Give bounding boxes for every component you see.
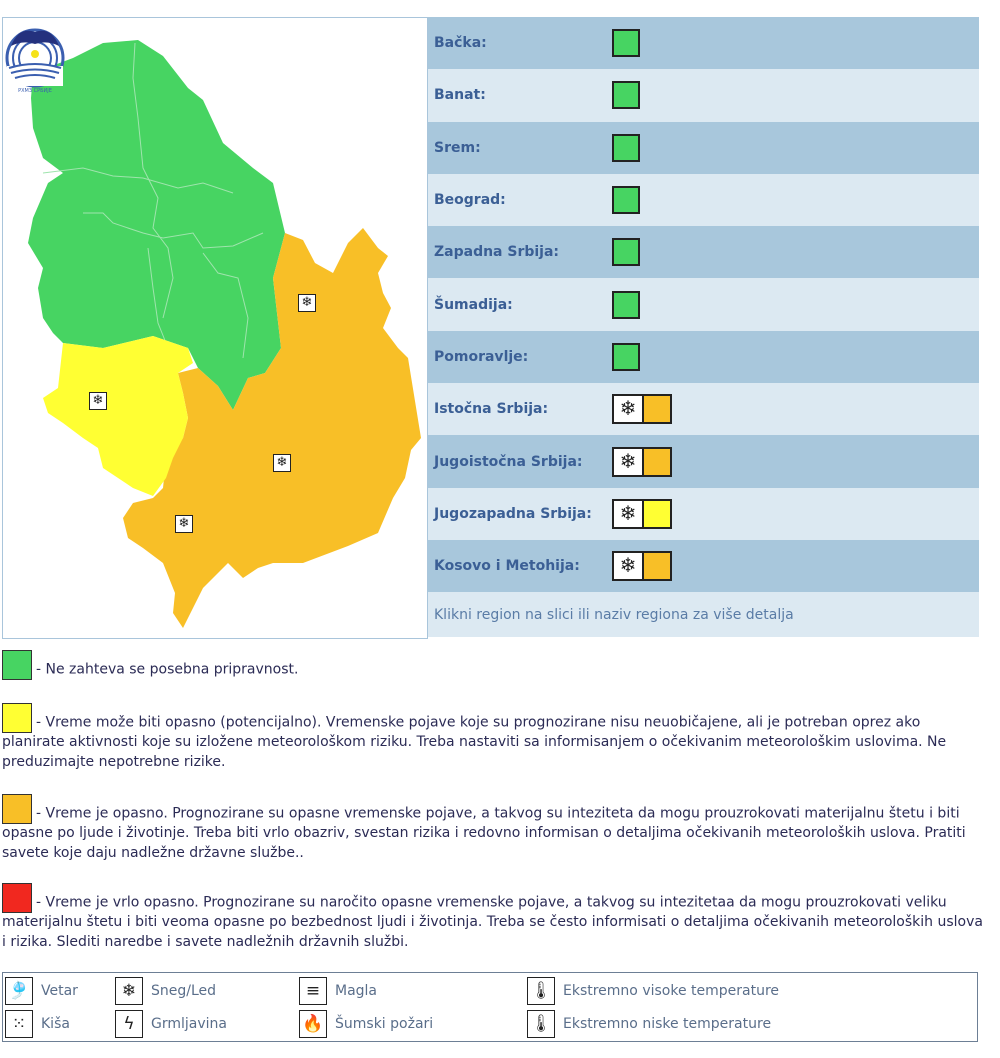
orange-level-swatch xyxy=(642,447,672,477)
region-row-banat[interactable] xyxy=(428,69,979,121)
region-row-pomoravlje[interactable] xyxy=(428,331,979,383)
forest-fire-icon: 🔥 xyxy=(299,1010,327,1038)
green-level-swatch xyxy=(612,238,640,266)
region-name[interactable]: Banat: xyxy=(434,87,486,104)
rain-icon: ⁙ xyxy=(5,1010,33,1038)
orange-level-swatch xyxy=(642,551,672,581)
phenomenon-fog xyxy=(299,977,377,1005)
region-list xyxy=(428,17,979,637)
svg-text:РХМЗ СРБИЈЕ: РХМЗ СРБИЈЕ xyxy=(18,88,52,94)
map-svg xyxy=(3,18,427,638)
phenomenon-low-temp xyxy=(527,1010,771,1038)
legend-yellow xyxy=(2,703,987,772)
wind-icon: 🎐 xyxy=(5,977,33,1005)
region-name[interactable]: Kosovo i Metohija: xyxy=(434,558,580,575)
click-region-hint: Klikni region na slici ili naziv regiona za više detalja xyxy=(428,592,979,637)
phenomenon-thunder xyxy=(115,1010,227,1038)
low-temp-label: Ekstremno niske temperature xyxy=(563,1016,772,1032)
wind-label: Vetar xyxy=(41,983,78,999)
legend-red-text: - Vreme je vrlo opasno. Prognozirane su naročito opasne vremenske pojave, a takvog su intezitetaa da mogu prouzrokovati veliku materijalnu štetu i biti veoma opasne po bezbednost ljudi i životinja. Treba se često informisati o detaljima očekivanih meteoroloških uslova i rizika. Slediti naredbe i savete nadležnih državnih službi. xyxy=(2,894,983,950)
region-name[interactable]: Šumadija: xyxy=(434,296,513,313)
fog-label: Magla xyxy=(335,983,378,999)
rain-label: Kiša xyxy=(41,1016,70,1032)
snow-ice-icon: ❄ xyxy=(612,394,642,424)
fog-icon: ≡ xyxy=(299,977,327,1005)
region-row-istocna-srbija[interactable] xyxy=(428,383,979,435)
phenomena-legend xyxy=(2,972,978,1042)
legend-yellow-text: - Vreme može biti opasno (potencijalno). Vremenske pojave koje su prognozirane nisu neuobičajene, ali je potreban oprez ako planirate aktivnosti koje su izložene meteorološkom riziku. Treba nastaviti sa informisanjem o očekivanim meteorološkim uslovima. Ne preduzimajte nepotrebne rizike. xyxy=(2,714,947,770)
region-row-backa[interactable] xyxy=(428,17,979,69)
phenomenon-rain xyxy=(5,1010,70,1038)
green-level-swatch xyxy=(612,291,640,319)
phenomenon-fire xyxy=(299,1010,433,1038)
region-name[interactable]: Jugozapadna Srbija: xyxy=(434,505,592,522)
phenomenon-snow xyxy=(115,977,216,1005)
region-name[interactable]: Srem: xyxy=(434,139,481,156)
region-row-beograd[interactable] xyxy=(428,174,979,226)
green-level-swatch xyxy=(612,81,640,109)
serbia-warning-map[interactable] xyxy=(2,17,428,639)
green-level-swatch xyxy=(612,343,640,371)
green-level-swatch xyxy=(612,134,640,162)
legend-green-text: - Ne zahteva se posebna pripravnost. xyxy=(36,661,299,678)
thermometer-high-icon: 🌡 xyxy=(527,977,555,1005)
region-row-zapadna-srbija[interactable] xyxy=(428,226,979,278)
snow-ice-marker-jugozapadna[interactable]: ❄ xyxy=(89,392,107,410)
yellow-level-swatch xyxy=(2,703,32,733)
yellow-level-swatch xyxy=(642,499,672,529)
green-level-swatch xyxy=(2,650,32,680)
snow-ice-marker-kosovo[interactable]: ❄ xyxy=(175,515,193,533)
green-level-swatch xyxy=(612,186,640,214)
region-row-jugozapadna-srbija[interactable] xyxy=(428,488,979,540)
legend-orange-text: - Vreme je opasno. Prognozirane su opasne vremenske pojave, a takvog su inteziteta da mogu prouzrokovati materijalnu štetu i biti opasne po ljude i životinje. Treba biti vrlo obazriv, svestan rizika i redovno informisan o detaljima očekivanih meteoroloških uslova. Pratiti savete koje daju nadležne državne službe.. xyxy=(2,805,966,861)
snow-label: Sneg/Led xyxy=(151,983,217,999)
warning-panel xyxy=(0,17,980,639)
orange-level-swatch xyxy=(642,394,672,424)
snow-ice-icon: ❄ xyxy=(115,977,143,1005)
legend-orange xyxy=(2,794,987,863)
fire-label: Šumski požari xyxy=(335,1016,434,1032)
orange-level-swatch xyxy=(2,794,32,824)
phenomenon-high-temp xyxy=(527,977,779,1005)
phenomenon-wind xyxy=(5,977,78,1005)
snow-ice-icon: ❄ xyxy=(612,499,642,529)
region-row-sumadija[interactable] xyxy=(428,278,979,330)
lightning-icon: ϟ xyxy=(115,1010,143,1038)
region-name[interactable]: Istočna Srbija: xyxy=(434,401,549,418)
snow-ice-icon: ❄ xyxy=(612,551,642,581)
rhmz-logo-icon xyxy=(3,18,67,98)
snow-ice-marker-jugoistocna[interactable]: ❄ xyxy=(273,454,291,472)
region-row-jugoistocna-srbija[interactable] xyxy=(428,435,979,487)
thermometer-low-icon: 🌡 xyxy=(527,1010,555,1038)
region-name[interactable]: Bačka: xyxy=(434,35,487,52)
region-row-srem[interactable] xyxy=(428,122,979,174)
snow-ice-marker-istocna[interactable]: ❄ xyxy=(298,294,316,312)
snow-ice-icon: ❄ xyxy=(612,447,642,477)
legend-red xyxy=(2,883,987,952)
region-name[interactable]: Pomoravlje: xyxy=(434,348,529,365)
green-level-swatch xyxy=(612,29,640,57)
region-name[interactable]: Zapadna Srbija: xyxy=(434,244,560,261)
region-name[interactable]: Jugoistočna Srbija: xyxy=(434,453,583,470)
thunder-label: Grmljavina xyxy=(151,1016,227,1032)
region-name[interactable]: Beograd: xyxy=(434,192,506,209)
legend-green xyxy=(2,650,987,680)
region-row-kosovo-i-metohija[interactable] xyxy=(428,540,979,592)
red-level-swatch xyxy=(2,883,32,913)
high-temp-label: Ekstremno visoke temperature xyxy=(563,983,780,999)
